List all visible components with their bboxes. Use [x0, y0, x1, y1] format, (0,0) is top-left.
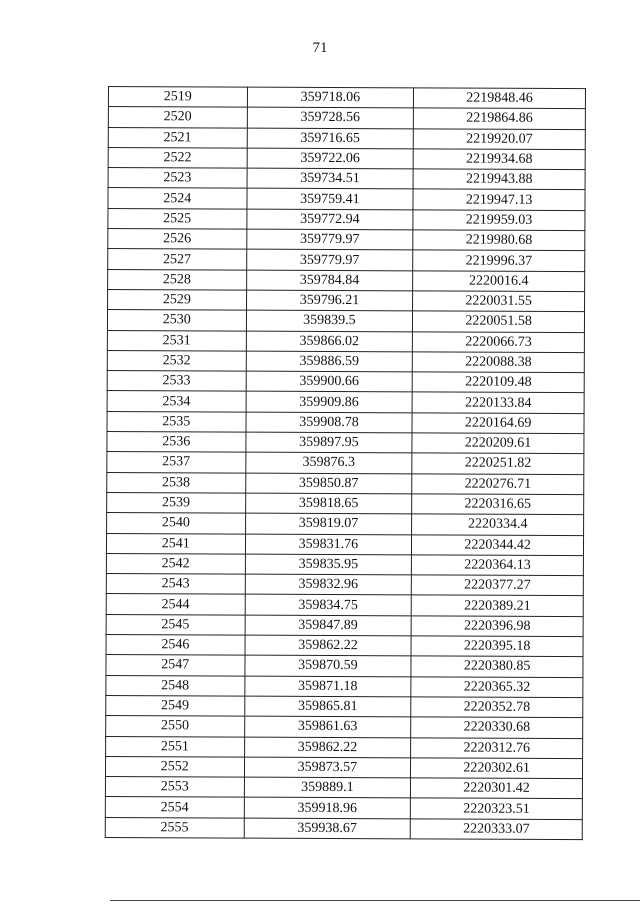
table-row	[106, 716, 583, 738]
y-coordinate-cell: 2220316.65	[412, 494, 584, 515]
x-coordinate-cell: 359772.94	[246, 209, 413, 230]
table-row	[108, 107, 585, 129]
y-coordinate-cell: 2220164.69	[412, 413, 584, 434]
x-coordinate-cell: 359908.78	[246, 412, 413, 433]
table-row	[108, 249, 585, 271]
y-coordinate-cell: 2220031.55	[413, 291, 585, 312]
y-coordinate-cell: 2220344.42	[412, 534, 584, 555]
x-coordinate-cell: 359873.57	[244, 757, 411, 778]
y-coordinate-cell: 2220330.68	[411, 717, 583, 738]
y-coordinate-cell: 2220334.4	[412, 514, 584, 535]
y-coordinate-cell: 2220333.07	[410, 819, 582, 840]
table-row	[107, 371, 584, 393]
y-coordinate-cell: 2220380.85	[411, 656, 583, 677]
point-number-cell: 2519	[108, 87, 247, 108]
x-coordinate-cell: 359918.96	[244, 797, 411, 818]
x-coordinate-cell: 359871.18	[244, 676, 411, 697]
table-row	[108, 208, 585, 230]
point-number-cell: 2555	[105, 817, 244, 838]
y-coordinate-cell: 2220133.84	[412, 392, 584, 413]
table-row	[106, 736, 583, 758]
x-coordinate-cell: 359796.21	[246, 290, 413, 311]
y-coordinate-cell: 2220377.27	[412, 575, 584, 596]
point-number-cell: 2529	[108, 289, 247, 310]
x-coordinate-cell: 359847.89	[245, 615, 412, 636]
point-number-cell: 2554	[105, 797, 244, 818]
point-number-cell: 2532	[107, 350, 246, 371]
point-number-cell: 2525	[108, 208, 247, 229]
table-row	[107, 513, 584, 535]
x-coordinate-cell: 359759.41	[247, 189, 414, 210]
point-number-cell: 2522	[108, 147, 247, 168]
x-coordinate-cell: 359909.86	[246, 392, 413, 413]
table-row	[108, 269, 585, 291]
y-coordinate-cell: 2219959.03	[413, 210, 585, 231]
x-coordinate-cell: 359889.1	[244, 777, 411, 798]
table-row	[106, 675, 583, 697]
y-coordinate-cell: 2220088.38	[413, 352, 585, 373]
point-number-cell: 2546	[106, 635, 245, 656]
point-number-cell: 2526	[108, 229, 247, 250]
x-coordinate-cell: 359832.96	[245, 574, 412, 595]
point-number-cell: 2524	[108, 188, 247, 209]
x-coordinate-cell: 359835.95	[245, 554, 412, 575]
table-row	[106, 594, 583, 616]
table-row	[107, 472, 584, 494]
y-coordinate-cell: 2220312.76	[411, 737, 583, 758]
table-row	[107, 391, 584, 413]
x-coordinate-cell: 359818.65	[245, 493, 412, 514]
y-coordinate-cell: 2219996.37	[413, 250, 585, 271]
point-number-cell: 2520	[108, 107, 247, 128]
table-row	[107, 310, 584, 332]
table-row	[105, 817, 582, 839]
table-row	[108, 229, 585, 251]
y-coordinate-cell: 2220323.51	[411, 798, 583, 819]
coordinates-table	[105, 86, 586, 840]
point-number-cell: 2540	[107, 513, 246, 534]
y-coordinate-cell: 2220066.73	[413, 331, 585, 352]
point-number-cell: 2549	[106, 695, 245, 716]
point-number-cell: 2551	[106, 736, 245, 757]
table-row	[106, 574, 583, 596]
x-coordinate-cell: 359831.76	[245, 534, 412, 555]
y-coordinate-cell: 2220209.61	[412, 433, 584, 454]
y-coordinate-cell: 2220302.61	[411, 758, 583, 779]
x-coordinate-cell: 359938.67	[244, 818, 411, 839]
y-coordinate-cell: 2220301.42	[411, 778, 583, 799]
x-coordinate-cell: 359718.06	[247, 87, 414, 108]
point-number-cell: 2547	[106, 655, 245, 676]
x-coordinate-cell: 359861.63	[244, 716, 411, 737]
x-coordinate-cell: 359886.59	[246, 351, 413, 372]
bottom-rule	[110, 900, 640, 901]
point-number-cell: 2536	[107, 432, 246, 453]
x-coordinate-cell: 359876.3	[245, 452, 412, 473]
x-coordinate-cell: 359784.84	[246, 270, 413, 291]
x-coordinate-cell: 359716.65	[247, 128, 414, 149]
point-number-cell: 2534	[107, 391, 246, 412]
table-row	[106, 695, 583, 717]
coordinates-table-body	[105, 87, 585, 840]
table-row	[107, 432, 584, 454]
y-coordinate-cell: 2220364.13	[412, 555, 584, 576]
point-number-cell: 2528	[108, 269, 247, 290]
x-coordinate-cell: 359834.75	[245, 595, 412, 616]
table-row	[106, 533, 583, 555]
y-coordinate-cell: 2219980.68	[413, 230, 585, 251]
table-row	[108, 188, 585, 210]
y-coordinate-cell: 2219920.07	[413, 128, 585, 149]
x-coordinate-cell: 359897.95	[245, 432, 412, 453]
point-number-cell: 2521	[108, 127, 247, 148]
point-number-cell: 2548	[106, 675, 245, 696]
x-coordinate-cell: 359728.56	[247, 107, 414, 128]
table-row	[107, 492, 584, 514]
point-number-cell: 2553	[105, 777, 244, 798]
x-coordinate-cell: 359722.06	[247, 148, 414, 169]
y-coordinate-cell: 2219864.86	[414, 108, 586, 129]
x-coordinate-cell: 359734.51	[247, 168, 414, 189]
point-number-cell: 2533	[107, 371, 246, 392]
point-number-cell: 2550	[106, 716, 245, 737]
point-number-cell: 2544	[106, 594, 245, 615]
point-number-cell: 2530	[107, 310, 246, 331]
table-row	[105, 777, 582, 799]
x-coordinate-cell: 359862.22	[244, 737, 411, 758]
x-coordinate-cell: 359900.66	[246, 371, 413, 392]
table-row	[107, 330, 584, 352]
x-coordinate-cell: 359819.07	[245, 513, 412, 534]
y-coordinate-cell: 2220016.4	[413, 271, 585, 292]
point-number-cell: 2539	[107, 492, 246, 513]
x-coordinate-cell: 359866.02	[246, 331, 413, 352]
y-coordinate-cell: 2219947.13	[413, 189, 585, 210]
table-row	[108, 147, 585, 169]
table-row	[107, 411, 584, 433]
point-number-cell: 2545	[106, 614, 245, 635]
point-number-cell: 2523	[108, 168, 247, 189]
table-row	[106, 655, 583, 677]
x-coordinate-cell: 359779.97	[246, 249, 413, 270]
x-coordinate-cell: 359862.22	[245, 635, 412, 656]
point-number-cell: 2538	[107, 472, 246, 493]
y-coordinate-cell: 2220109.48	[412, 372, 584, 393]
y-coordinate-cell: 2220051.58	[413, 311, 585, 332]
table-row	[106, 635, 583, 657]
y-coordinate-cell: 2219848.46	[414, 88, 586, 109]
x-coordinate-cell: 359779.97	[246, 229, 413, 250]
y-coordinate-cell: 2220389.21	[411, 595, 583, 616]
y-coordinate-cell: 2220365.32	[411, 676, 583, 697]
table-row	[105, 797, 582, 819]
table-row	[108, 87, 585, 109]
x-coordinate-cell: 359839.5	[246, 310, 413, 331]
y-coordinate-cell: 2220352.78	[411, 697, 583, 718]
x-coordinate-cell: 359850.87	[245, 473, 412, 494]
y-coordinate-cell: 2220276.71	[412, 473, 584, 494]
table-row	[108, 127, 585, 149]
page-number: 71	[312, 40, 328, 56]
y-coordinate-cell: 2219934.68	[413, 149, 585, 170]
y-coordinate-cell: 2220251.82	[412, 453, 584, 474]
y-coordinate-cell: 2219943.88	[413, 169, 585, 190]
y-coordinate-cell: 2220396.98	[411, 616, 583, 637]
table-row	[106, 614, 583, 636]
point-number-cell: 2537	[107, 452, 246, 473]
table-row	[107, 350, 584, 372]
point-number-cell: 2541	[106, 533, 245, 554]
y-coordinate-cell: 2220395.18	[411, 636, 583, 657]
point-number-cell: 2543	[106, 574, 245, 595]
point-number-cell: 2535	[107, 411, 246, 432]
point-number-cell: 2542	[106, 553, 245, 574]
point-number-cell: 2531	[107, 330, 246, 351]
point-number-cell: 2527	[108, 249, 247, 270]
x-coordinate-cell: 359865.81	[244, 696, 411, 717]
table-row	[108, 289, 585, 311]
table-row	[108, 168, 585, 190]
x-coordinate-cell: 359870.59	[245, 655, 412, 676]
table-row	[107, 452, 584, 474]
point-number-cell: 2552	[105, 756, 244, 777]
table-row	[105, 756, 582, 778]
table-row	[106, 553, 583, 575]
